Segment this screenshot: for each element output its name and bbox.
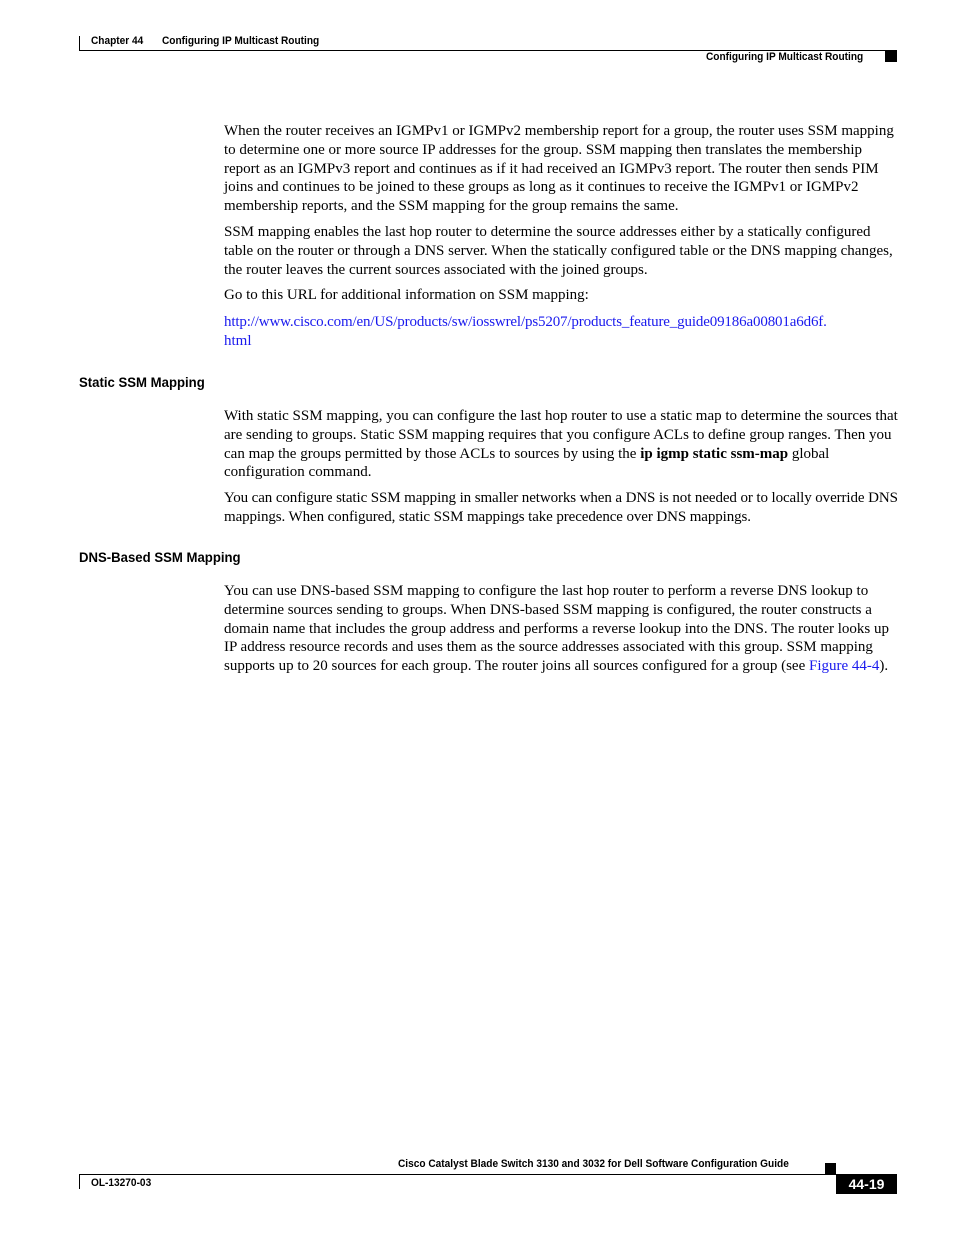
footer-doc-number: OL-13270-03 <box>91 1177 152 1189</box>
static-block <box>224 407 898 527</box>
paragraph-static-small-networks: You can configure static SSM mapping in smaller networks when a DNS is not needed or to locally override DNS mappings. When configured, static SSM mappings take precedence over DNS mappings. <box>224 490 898 525</box>
paragraph-dns-ssm <box>224 582 898 676</box>
dns-text-b: ). <box>879 658 889 675</box>
command-ip-igmp-static-ssm-map: ip igmp static ssm-map <box>640 445 789 462</box>
footer-guide-title: Cisco Catalyst Blade Switch 3130 and 3032 for Dell Software Configuration Guide <box>398 1158 789 1170</box>
header-chapter-title: Configuring IP Multicast Routing <box>162 35 320 47</box>
figure-44-4-link[interactable]: Figure 44-4 <box>808 658 880 675</box>
static-text-b: global configuration command. <box>224 445 830 481</box>
header-chapter: Chapter 44 <box>91 35 144 47</box>
footer-marker <box>825 1163 836 1174</box>
footer-left-tick <box>79 1174 80 1189</box>
header-section-title: Configuring IP Multicast Routing <box>706 51 864 63</box>
intro-block <box>224 122 898 351</box>
page-number-badge <box>836 1175 897 1194</box>
heading-static-ssm: Static SSM Mapping <box>79 374 205 390</box>
paragraph-igmp-ssm: When the router receives an IGMPv1 or IGMPv2 membership report for a group, the router uses SSM mapping to determine one or more source IP addresses for the group. SSM mapping then translates the membership report as an IGMPv3 report and continues as if it had received an IGMPv3 report. The router then sends PIM joins and continues to be joined to these groups as long as it continues to receive the IGMPv1 or IGMPv2 membership reports, and the SSM mapping for the group remains the same. <box>224 123 894 215</box>
paragraph-ssm-mapping: SSM mapping enables the last hop router to determine the source addresses either by a statically configured table on the router or through a DNS server. When the statically configured table or the DNS mapping changes, the router leaves the current sources associated with the joined groups. <box>224 223 893 278</box>
paragraph-static-ssm <box>224 407 898 482</box>
heading-dns-ssm: DNS-Based SSM Mapping <box>79 549 241 565</box>
ssm-url-line1[interactable]: http://www.cisco.com/en/US/products/sw/iosswrel/ps5207/products_feature_guide09186a00801a6d6f. <box>224 314 827 331</box>
dns-block <box>224 582 898 676</box>
footer-rule <box>79 1174 897 1175</box>
header-marker <box>885 51 897 62</box>
paragraph-url-intro: Go to this URL for additional information on SSM mapping: <box>224 287 589 304</box>
ssm-url-link[interactable] <box>224 313 898 351</box>
ssm-url-line2[interactable]: html <box>224 332 252 349</box>
dns-text-a: You can use DNS-based SSM mapping to configure the last hop router to perform a reverse DNS lookup to determine sources sending to groups. When DNS-based SSM mapping is configured, the router constructs a domain name that includes the group address and performs a reverse lookup into the DNS. The router looks up IP address resource records and uses them as the source addresses associated with this group. SSM mapping supports up to 20 sources for each group. The router joins all sources configured for a group (see <box>224 583 889 675</box>
page-number: 44-19 <box>848 1176 885 1192</box>
header-left-tick <box>79 36 80 51</box>
static-text-a: With static SSM mapping, you can configure the last hop router to use a static map to determine the sources that are sending to groups. Static SSM mapping requires that you configure ACLs to define group ranges. Then you can map the groups permitted by those ACLs to sources by using the <box>224 408 898 462</box>
